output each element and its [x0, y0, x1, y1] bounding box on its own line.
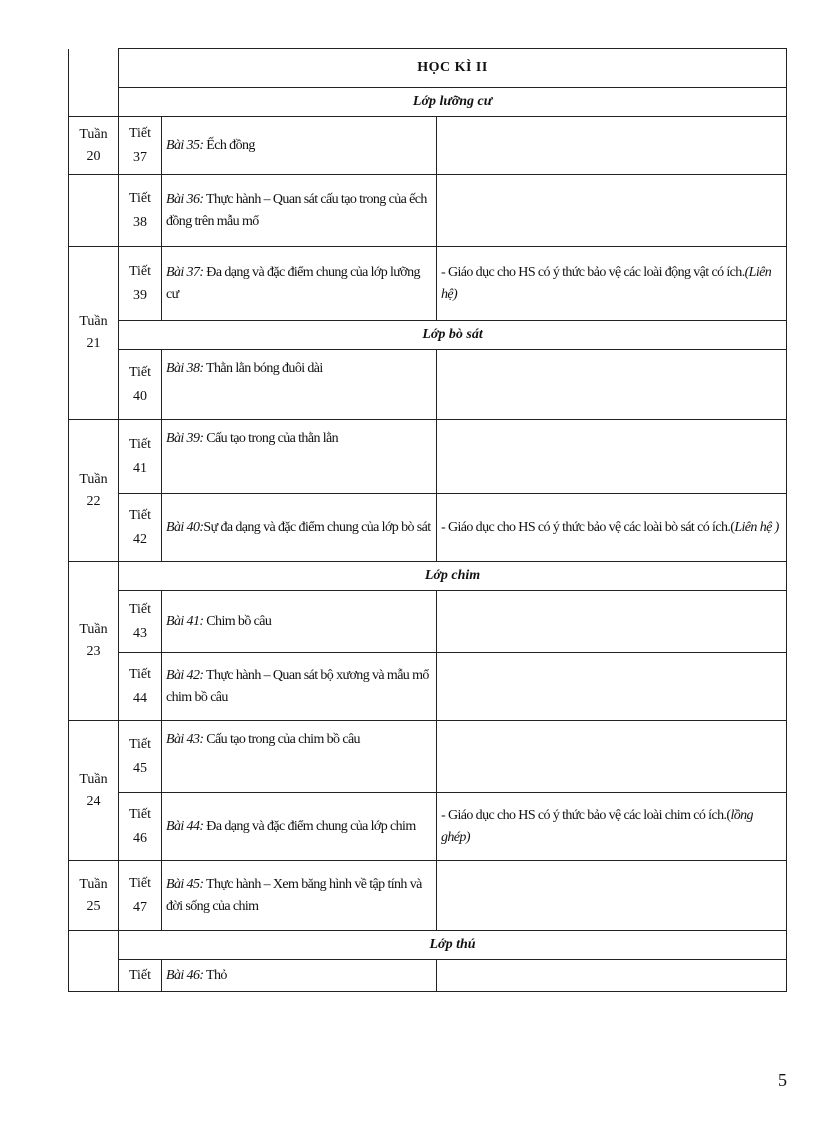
tiet-cell: Tiết 41: [119, 420, 162, 494]
lesson-cell: [162, 350, 437, 420]
lesson-title: Thực hành – Xem băng hình về tập tính và đời sống của chim: [166, 876, 422, 914]
section-thu: Lớp thú: [119, 931, 787, 960]
lesson-cell: [162, 420, 437, 494]
table-row: [69, 653, 787, 721]
tiet-cell: Tiết 47: [119, 861, 162, 931]
lesson-number: Bài 45:: [166, 876, 204, 892]
note-cell: [437, 861, 787, 931]
lesson-number: Bài 46:: [166, 967, 204, 983]
lesson-cell: [162, 591, 437, 653]
lesson-title: Đa dạng và đặc điểm chung của lớp lưỡng cư: [166, 264, 420, 302]
lesson-number: Bài 43:: [166, 732, 204, 747]
table-row: [69, 960, 787, 992]
table-row: [69, 175, 787, 247]
lesson-cell: [162, 494, 437, 562]
lesson-cell: [162, 175, 437, 247]
lesson-cell: [162, 960, 437, 992]
table-row: [69, 494, 787, 562]
tiet-cell: Tiết 39: [119, 247, 162, 321]
lesson-title: Đa dạng và đặc điểm chung của lớp chim: [203, 818, 416, 834]
lesson-cell: [162, 247, 437, 321]
week-cell-blank: [69, 931, 119, 992]
table-row: [69, 591, 787, 653]
section-row: [69, 321, 787, 350]
lesson-title: Ếch đồng: [203, 137, 255, 153]
lesson-title: Cấu tạo trong của thằn lằn: [203, 431, 339, 446]
lesson-number: Bài 35:: [166, 137, 204, 153]
note-cell: [437, 247, 787, 321]
page-number: 5: [778, 1070, 787, 1090]
tiet-cell: Tiết 37: [119, 117, 162, 175]
table-row: [69, 247, 787, 321]
table-row: [69, 420, 787, 494]
table-row: [69, 350, 787, 420]
tiet-cell: Tiết 44: [119, 653, 162, 721]
week-cell: Tuần 20: [69, 117, 119, 175]
semester-row: [69, 49, 787, 88]
note-cell: [437, 420, 787, 494]
note-text: - Giáo dục cho HS có ý thức bảo vệ các loài động vật có ích.: [441, 264, 745, 280]
week-cell: Tuần 22: [69, 420, 119, 562]
note-cell: [437, 494, 787, 562]
note-cell: [437, 653, 787, 721]
note-text: - Giáo dục cho HS có ý thức bảo vệ các loài bò sát có ích.(: [441, 519, 735, 535]
note-cell: [437, 721, 787, 793]
lesson-cell: [162, 793, 437, 861]
week-cell: Tuần 21: [69, 247, 119, 420]
note-tag: lồng ghép): [441, 807, 753, 845]
note-tag: (Liên hệ): [441, 264, 772, 302]
lesson-number: Bài 39:: [166, 431, 204, 446]
lesson-title: Thực hành – Quan sát bộ xương và mẫu mổ chim bồ câu: [166, 667, 429, 705]
week-cell: Tuần 23: [69, 562, 119, 721]
table-row: [69, 793, 787, 861]
lesson-cell: [162, 653, 437, 721]
tiet-cell: Tiết 42: [119, 494, 162, 562]
week-cell-blank: [69, 175, 119, 247]
week-cell-blank: [69, 49, 119, 117]
note-cell: [437, 350, 787, 420]
note-cell: [437, 175, 787, 247]
lesson-title: Thằn lằn bóng đuôi dài: [203, 361, 323, 376]
lesson-cell: [162, 861, 437, 931]
lesson-number: Bài 44:: [166, 818, 204, 834]
lesson-title: Chim bồ câu: [203, 613, 272, 629]
lesson-cell: [162, 721, 437, 793]
section-chim: Lớp chim: [119, 562, 787, 591]
lesson-title: Sự đa dạng và đặc điểm chung của lớp bò sát: [203, 519, 431, 535]
lesson-number: Bài 40:: [166, 519, 204, 535]
lesson-number: Bài 36:: [166, 191, 204, 207]
lesson-number: Bài 42:: [166, 667, 204, 683]
table-row: [69, 861, 787, 931]
lesson-title: Cấu tạo trong của chim bồ câu: [203, 732, 360, 747]
table-row: [69, 117, 787, 175]
section-row: [69, 562, 787, 591]
lesson-cell: [162, 117, 437, 175]
note-text: - Giáo dục cho HS có ý thức bảo vệ các loài chim có ích.(: [441, 807, 731, 823]
table-row: [69, 721, 787, 793]
tiet-cell: Tiết 38: [119, 175, 162, 247]
lesson-plan-table: [68, 48, 787, 992]
note-cell: [437, 117, 787, 175]
lesson-title: Thỏ: [203, 967, 227, 983]
lesson-number: Bài 37:: [166, 264, 204, 280]
lesson-title: Thực hành – Quan sát cấu tạo trong của ếch đồng trên mẫu mổ: [166, 191, 427, 229]
week-cell: Tuần 25: [69, 861, 119, 931]
note-cell: [437, 960, 787, 992]
section-row: [69, 88, 787, 117]
tiet-cell: Tiết 43: [119, 591, 162, 653]
tiet-cell: Tiết 46: [119, 793, 162, 861]
section-luong-cu: Lớp lưỡng cư: [119, 88, 787, 117]
section-bo-sat: Lớp bò sát: [119, 321, 787, 350]
lesson-number: Bài 38:: [166, 361, 204, 376]
lesson-number: Bài 41:: [166, 613, 204, 629]
tiet-cell: Tiết 40: [119, 350, 162, 420]
note-tag: Liên hệ ): [734, 519, 779, 535]
tiet-cell: Tiết: [119, 960, 162, 992]
tiet-cell: Tiết 45: [119, 721, 162, 793]
semester-title: HỌC KÌ II: [119, 49, 787, 88]
section-row: [69, 931, 787, 960]
note-cell: [437, 591, 787, 653]
week-cell: Tuần 24: [69, 721, 119, 861]
note-cell: [437, 793, 787, 861]
